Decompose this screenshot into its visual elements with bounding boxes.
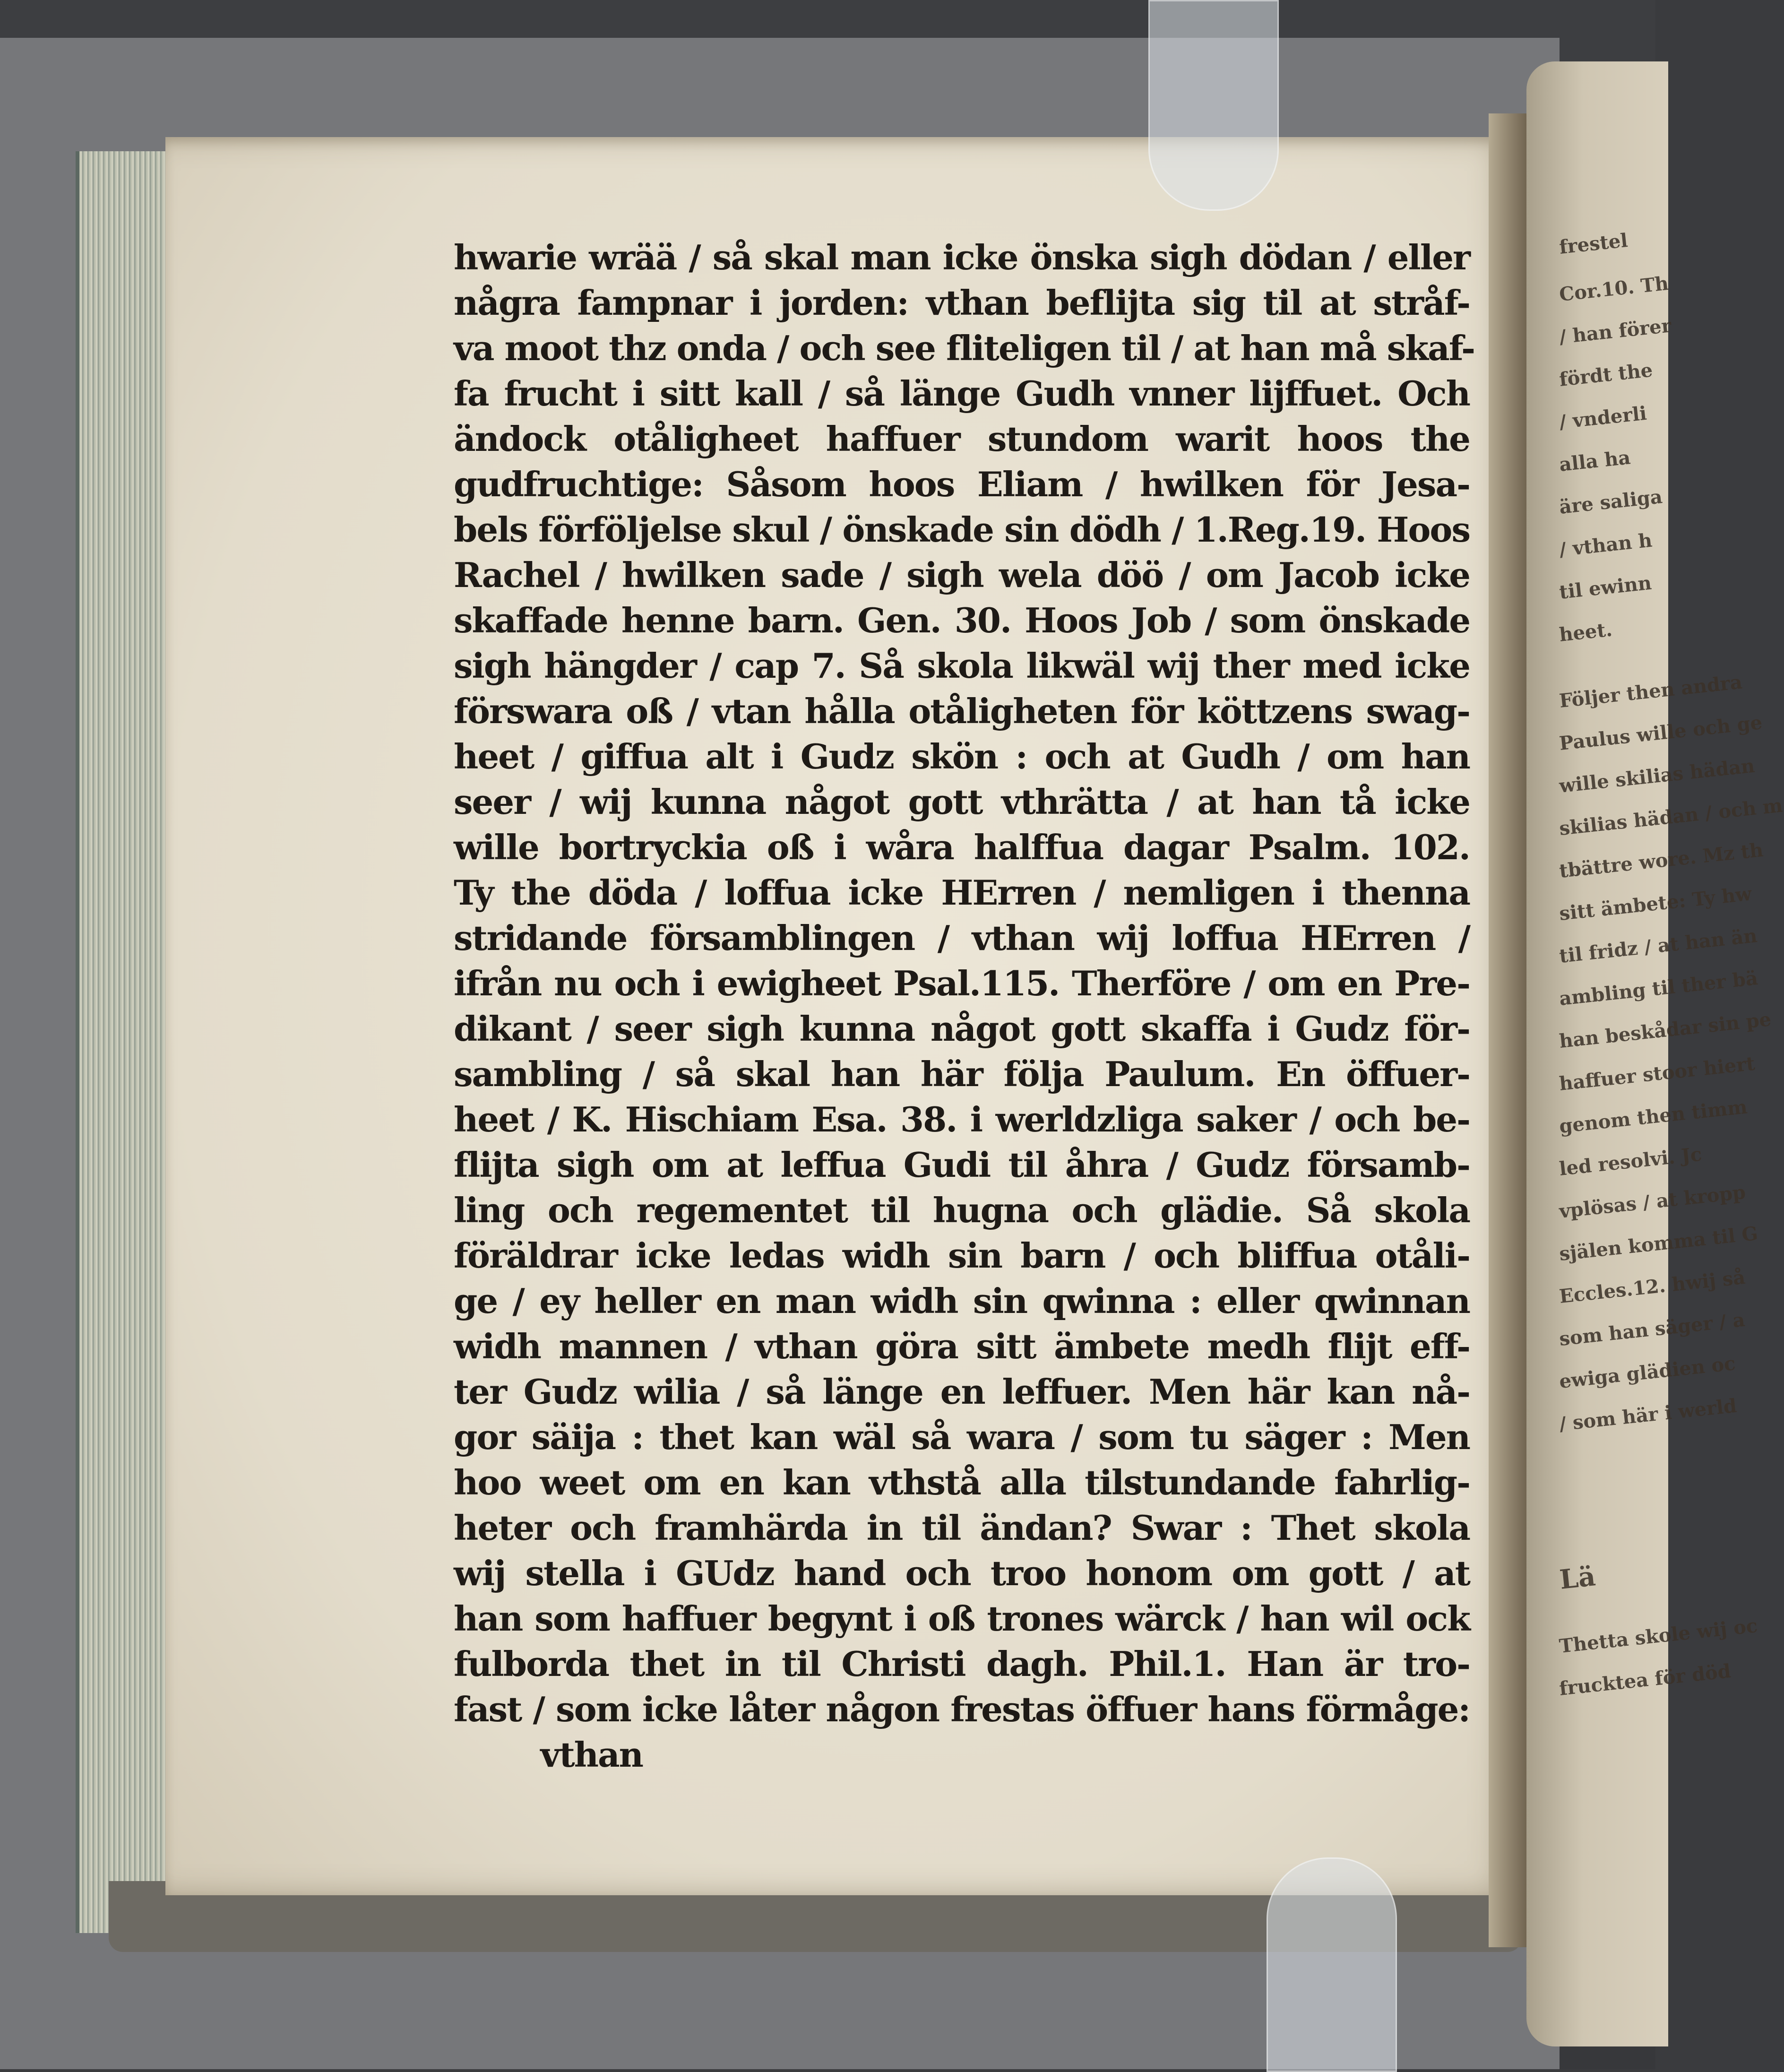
text-line: skaffade henne barn. Gen. 30. Hoos Job / som önskade: [454, 600, 1470, 640]
facing-line: frucktea för död: [1558, 1660, 1732, 1700]
text-line: några fampnar i jorden: vthan beflijta sig til at stråf-: [454, 283, 1470, 323]
text-line: föräldrar icke ledas widh sin barn / och bliffua otåli-: [454, 1235, 1470, 1276]
text-line: Ty the döda / loffua icke HErren / nemligen i thenna: [454, 872, 1470, 913]
facing-line: wille skilias hädan: [1558, 754, 1756, 797]
text-line: heter och framhärda in til ändan? Swar : Thet skola: [454, 1508, 1470, 1548]
facing-line: Lä: [1558, 1561, 1597, 1596]
facing-line: skilias hädan / och m: [1558, 794, 1784, 840]
facing-line: / han förer: [1558, 314, 1672, 348]
text-line: han som haffuer begynt i oß trones wärck / han wil ock: [454, 1598, 1470, 1639]
text-line: flijta sigh om at leffua Gudi til åhra / Gudz församb-: [454, 1145, 1470, 1185]
facing-line: genom then timm: [1558, 1096, 1749, 1138]
facing-line: Thetta skole wij oc: [1558, 1614, 1759, 1658]
text-line: bels förföljelse skul / önskade sin dödh / 1.Reg.19. Hoos: [454, 509, 1470, 550]
text-line: förswara oß / vtan hålla otåligheten för köttzens swag-: [454, 691, 1470, 731]
page-clip-top: [1148, 0, 1279, 211]
text-line: ter Gudz wilia / så länge en leffuer. Men här kan nå-: [454, 1372, 1470, 1412]
facing-line: fördt the: [1558, 359, 1654, 391]
facing-line: til fridz / at han än: [1558, 924, 1758, 967]
facing-line: led resolvi. Jc: [1558, 1143, 1703, 1180]
facing-line: Paulus wille och ge: [1558, 711, 1764, 755]
text-line: wij stella i GUdz hand och troo honom om gott / at: [454, 1553, 1470, 1593]
facing-line: själen komma til G: [1558, 1222, 1759, 1265]
text-line: Rachel / hwilken sade / sigh wela döö / om Jacob icke: [454, 555, 1470, 595]
facing-line: haffuer stoor hiert: [1558, 1052, 1756, 1095]
text-line: fa frucht i sitt kall / så länge Gudh vnner lijffuet. Och: [454, 373, 1470, 414]
text-line: dikant / seer sigh kunna något gott skaffa i Gudz för-: [454, 1009, 1470, 1049]
facing-line: tbättre wore. Mz th: [1558, 838, 1765, 882]
facing-line: Eccles.12. hwij så: [1558, 1266, 1747, 1308]
facing-line: han beskådar sin pe: [1558, 1008, 1773, 1053]
catchword: vthan: [540, 1735, 643, 1775]
facing-line: / som här i werld: [1558, 1394, 1738, 1435]
facing-line: alla ha: [1558, 446, 1632, 476]
page-clip-bottom: [1267, 1857, 1397, 2072]
text-line: ling och regementet til hugna och glädie. Så skola: [454, 1190, 1470, 1230]
facing-line: Cor.10. Th: [1558, 272, 1670, 306]
text-line: fast / som icke låter någon frestas öffuer hans förmåge:: [454, 1689, 1470, 1729]
text-line: widh mannen / vthan göra sitt ämbete medh flijt eff-: [454, 1326, 1470, 1366]
text-line: ändock otåligheet haffuer stundom warit hoos the: [454, 419, 1470, 459]
text-line: sigh hängder / cap 7. Så skola likwäl wij ther med icke: [454, 646, 1470, 686]
facing-line: / vnderli: [1558, 402, 1648, 433]
text-line: gudfruchtige: Såsom hoos Eliam / hwilken för Jesa-: [454, 464, 1470, 504]
text-line: hwarie wrää / så skal man icke önska sigh dödan / eller: [454, 237, 1470, 277]
text-line: va moot thz onda / och see fliteligen til / at han må skaf-: [454, 328, 1475, 368]
text-line: stridande församblingen / vthan wij loffua HErren /: [454, 918, 1470, 958]
facing-line: sitt ämbete: Ty hw: [1558, 882, 1753, 925]
facing-line: / vthan h: [1558, 529, 1654, 561]
facing-line: Följer then andra: [1558, 671, 1743, 712]
facing-line: heet.: [1558, 618, 1613, 646]
facing-line: til ewinn: [1558, 571, 1653, 604]
text-line: wille bortryckia oß i wåra halffua dagar Psalm. 102.: [454, 827, 1470, 867]
facing-line: ewiga glädien oc: [1558, 1352, 1737, 1393]
text-line: hoo weet om en kan vthstå alla tilstundande fahrlig-: [454, 1462, 1470, 1502]
facing-page: [1526, 61, 1784, 2046]
text-line: ge / ey heller en man widh sin qwinna : eller qwinnan: [454, 1281, 1470, 1321]
facing-line: frestel: [1558, 229, 1629, 259]
text-line: seer / wij kunna något gott vthrätta / at han tå icke: [454, 782, 1470, 822]
text-line: heet / giffua alt i Gudz skön : och at Gudh / om han: [454, 736, 1470, 777]
facing-line: äre saliga: [1558, 485, 1663, 518]
facing-line: som han säger / a: [1558, 1308, 1746, 1350]
text-line: sambling / så skal han här följa Paulum. En öffuer-: [454, 1054, 1470, 1094]
text-line: gor säija : thet kan wäl så wara / som tu säger : Men: [454, 1417, 1470, 1457]
text-line: ifrån nu och i ewigheet Psal.115. Therföre / om en Pre-: [454, 963, 1470, 1003]
text-line: fulborda thet in til Christi dagh. Phil.1. Han är tro-: [454, 1644, 1470, 1684]
facing-line: vplösas / at kropp: [1558, 1181, 1747, 1223]
facing-line: ambling til ther bä: [1558, 967, 1759, 1010]
text-line: heet / K. Hischiam Esa. 38. i werldzliga saker / och be-: [454, 1099, 1470, 1140]
